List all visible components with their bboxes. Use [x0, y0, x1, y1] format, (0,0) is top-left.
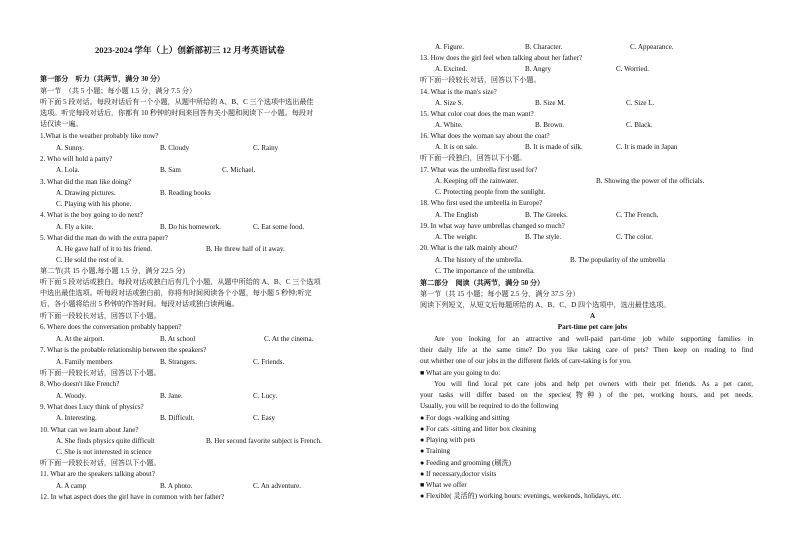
- q4-option-c[interactable]: C. Eat some food.: [253, 223, 305, 231]
- q4-option-b[interactable]: B. Do his homework.: [160, 223, 221, 231]
- exam-title: 2023-2024 学年（上）创新部初三 12 月考英语试卷: [95, 45, 285, 55]
- q13-option-b[interactable]: B. Angry: [525, 65, 552, 73]
- duty-list-item: ● If necessary,doctor visits: [420, 470, 497, 478]
- q14-option-b[interactable]: B. Size M.: [535, 99, 566, 107]
- q8-option-a[interactable]: A. Woody.: [56, 392, 87, 400]
- paragraph-line: Usually, you will be required to do the following: [420, 402, 559, 410]
- q20-option-a[interactable]: A. The history of the umbrella.: [435, 256, 523, 264]
- q13-stem: 13. How does the girl feel when talking about her father?: [420, 54, 583, 62]
- q2-option-b[interactable]: B. Sam: [160, 166, 181, 174]
- duty-list-item: ● Training: [420, 447, 451, 455]
- q16-option-c[interactable]: C. It is made in Japan: [616, 143, 678, 151]
- q17-option-a[interactable]: A. Keeping off the rainwater.: [435, 177, 518, 185]
- q18-option-b[interactable]: B. The Greeks.: [525, 211, 568, 219]
- duty-list-item: ● Playing with pets: [420, 436, 476, 444]
- duty-list-item: ● For dogs -walking and sitting: [420, 414, 510, 422]
- sec2-heading: 第二节(共 15 小题,每小题 1.5 分，满分 22.5 分): [40, 267, 185, 275]
- part2-heading: 第二部分 阅读（共两节，满分 50 分）: [420, 279, 545, 287]
- q14-option-c[interactable]: C. Size L.: [626, 99, 655, 107]
- sec2-instruction-line: 听下面 5 段对话或独白。每段对话或独白后有几个小题，从题中所给的 A、B、C 三个选项: [40, 278, 321, 286]
- q8-option-b[interactable]: B. Jane.: [160, 392, 183, 400]
- q14-option-a[interactable]: A. Size S.: [435, 99, 464, 107]
- q16-option-b[interactable]: B. It is made of silk.: [525, 143, 583, 151]
- q15-option-c[interactable]: C. Black.: [626, 121, 653, 129]
- paragraph-line: You will find local pet care jobs and help pet owners with their pet friends. As a pet carer,: [434, 380, 753, 388]
- q17-option-b[interactable]: B. Showing the power of the officials.: [596, 177, 705, 185]
- q9-option-c[interactable]: C. Easy: [253, 414, 276, 422]
- q10-stem: 10. What can we learn about Jane?: [40, 426, 139, 434]
- part2-instruction: 阅读下列短文，从短文后每题所给的 A、B、C、D 四个选项中，选出最佳选项。: [420, 301, 671, 309]
- q15-stem: 15. What color coat does the man want?: [420, 110, 534, 118]
- sec2-instruction-line: 后，各小题将给出 5 秒钟的作答时间。每段对话或独白读两遍。: [40, 300, 239, 308]
- q8-option-c[interactable]: C. Lucy.: [253, 392, 278, 400]
- q1-stem: 1.What is the weather probably like now?: [40, 132, 159, 140]
- q19-option-c[interactable]: C. The color.: [616, 233, 653, 241]
- part1-heading: 第一部分 听力（共两节，满分 30 分）: [40, 75, 165, 83]
- q3-option-b[interactable]: B. Reading books: [160, 189, 211, 197]
- sec2-instruction-line: 中选出最佳选项。听每段对话或独白前，你将有时间阅读各个小题，每小题 5 秒钟;听完: [40, 289, 312, 297]
- q17-stem: 17. What was the umbrella first used for?: [420, 166, 538, 174]
- q6-stem: 6. Where does the conversation probably happen?: [40, 323, 182, 331]
- sec1-heading: 第一节 （共 5 小题；每小题 1.5 分，满分 7.5 分）: [40, 87, 197, 95]
- q19-stem: 19. In what way have umbrellas changed so much?: [420, 222, 565, 230]
- bullet-heading: ■ What are you going to do:: [420, 369, 501, 377]
- q12-option-c[interactable]: C. Appearance.: [630, 43, 674, 51]
- q7-stem: 7. What is the probable relationship between the speakers?: [40, 346, 207, 354]
- q11-option-c[interactable]: C. An adventure.: [253, 482, 302, 490]
- q6-option-b[interactable]: B. At school: [160, 335, 196, 343]
- q6-option-a[interactable]: A. At the airport.: [56, 335, 105, 343]
- q9-option-a[interactable]: A. Interesting.: [56, 414, 97, 422]
- q11-option-b[interactable]: B. A photo.: [160, 482, 193, 490]
- q18-stem: 18. Who first used the umbrella in Europe?: [420, 199, 543, 207]
- q6-option-c[interactable]: C. At the cinema.: [264, 335, 314, 343]
- q16-option-a[interactable]: A. It is on sale.: [435, 143, 478, 151]
- listening-prompt: 听下面一段较长对话，回答以下小题。: [420, 76, 541, 84]
- paragraph-line: out whether one of our jobs in the different fields of care-taking is for you.: [420, 357, 632, 365]
- listening-prompt: 听下面一段较长对话，回答以下小题。: [40, 369, 161, 377]
- q1-option-a[interactable]: A. Sunny.: [56, 144, 85, 152]
- q19-option-a[interactable]: A. The weight.: [435, 233, 478, 241]
- q12-stem: 12. In what aspect does the girl have in common with her father?: [40, 493, 225, 501]
- q1-option-b[interactable]: B. Cloudy: [160, 144, 190, 152]
- q3-stem: 3. What did the man like doing?: [40, 178, 132, 186]
- q10-option-c[interactable]: C. She is not interested in science: [56, 448, 152, 456]
- q10-option-a[interactable]: A. She finds physics quite difficult: [56, 437, 155, 445]
- sec1-instruction-line: 听下面 5 段对话。每段对话后有一个小题，从题中所给的 A、B、C 三个选项中选出最佳: [40, 98, 314, 106]
- q1-option-c[interactable]: C. Rainy: [253, 144, 279, 152]
- q16-stem: 16. What does the woman say about the coat?: [420, 132, 550, 140]
- q2-stem: 2. Who will hold a party?: [40, 155, 113, 163]
- q15-option-b[interactable]: B. Brown.: [535, 121, 565, 129]
- q5-option-c[interactable]: C. He sold the rest of it.: [56, 256, 124, 264]
- q13-option-c[interactable]: C. Worried.: [616, 65, 649, 73]
- q13-option-a[interactable]: A. Excited.: [435, 65, 468, 73]
- q11-stem: 11. What are the speakers talking about?: [40, 470, 155, 478]
- paragraph-line: their daily life at the same time? Do you like taking care of pets? Then keep on reading to find: [420, 346, 753, 354]
- q9-option-b[interactable]: B. Difficult.: [160, 414, 195, 422]
- q12-option-b[interactable]: B. Character.: [525, 43, 563, 51]
- q5-option-a[interactable]: A. He gave half of it to his friend.: [56, 245, 153, 253]
- q3-option-a[interactable]: A. Drawing pictures.: [56, 189, 116, 197]
- offer-list-item: ● Flexible( 灵活的) working hours: evenings, weekends, holidays, etc.: [420, 492, 622, 500]
- duty-list-item: ● For cats -sitting and litter box cleaning: [420, 425, 536, 433]
- q20-stem: 20. What is the talk mainly about?: [420, 244, 518, 252]
- q4-stem: 4. What is the boy going to do next?: [40, 211, 143, 219]
- listening-prompt: 听下面一段较长对话，回答以下小题。: [40, 459, 161, 467]
- paragraph-line: your tasks will differ based on the species(物种) of the pet, working hours, and pet needs.: [420, 391, 753, 399]
- q2-option-a[interactable]: A. Lola.: [56, 166, 80, 174]
- q7-option-a[interactable]: A. Family members: [56, 358, 113, 366]
- q5-stem: 5. What did the man do with the extra paper?: [40, 234, 168, 242]
- q18-option-c[interactable]: C. The French.: [616, 211, 659, 219]
- q19-option-b[interactable]: B. The style.: [525, 233, 562, 241]
- q10-option-b[interactable]: B. Her second favorite subject is French.: [206, 437, 322, 445]
- q20-option-c[interactable]: C. The importance of the umbrella.: [435, 267, 535, 275]
- passage-label: A: [589, 312, 596, 320]
- part2-sec1-heading: 第一节（共 15 小题；每小题 2.5 分，满分 37.5 分）: [420, 290, 580, 298]
- q4-option-a[interactable]: A. Fly a kite.: [56, 223, 94, 231]
- q3-option-c[interactable]: C. Playing with his phone.: [56, 200, 132, 208]
- duty-list-item: ● Feeding and grooming (刷洗): [420, 459, 511, 467]
- passage-title: Part-time pet care jobs: [557, 323, 628, 331]
- q14-stem: 14. What is the man's size?: [420, 88, 497, 96]
- paragraph-line: Are you looking for an attractive and well-paid part-time job while supporting families in: [434, 335, 753, 343]
- q20-option-b[interactable]: B. The popularity of the umbrella: [570, 256, 666, 264]
- q2-option-c[interactable]: C. Michael.: [222, 166, 256, 174]
- listening-prompt: 听下面一段较长对话，回答以下小题。: [40, 312, 161, 320]
- q7-option-c[interactable]: C. Friends.: [253, 358, 285, 366]
- q15-option-a[interactable]: A. White.: [435, 121, 463, 129]
- q11-option-a[interactable]: A. A camp: [56, 482, 87, 490]
- right-column: [400, 0, 794, 549]
- q7-option-b[interactable]: B. Strangers.: [160, 358, 197, 366]
- sec1-instruction-line: 选项。听完每段对话后，你都有 10 秒钟的时间来回答有关小题和阅读下一小题。每段对: [40, 109, 314, 117]
- q12-option-a[interactable]: A. Figure.: [435, 43, 464, 51]
- q9-stem: 9. What does Lucy think of physics?: [40, 403, 144, 411]
- q8-stem: 8. Who doesn't like French?: [40, 380, 120, 388]
- bullet-heading: ■ What we offer: [420, 481, 467, 489]
- q18-option-a[interactable]: A. The English: [435, 211, 479, 219]
- sec1-instruction-line: 话仅读一遍。: [40, 120, 83, 128]
- q5-option-b[interactable]: B. He threw half of it away.: [206, 245, 285, 253]
- q17-option-c[interactable]: C. Protecting people from the sunlight.: [435, 188, 546, 196]
- listening-prompt: 听下面一段独白，回答以下小题。: [420, 154, 527, 162]
